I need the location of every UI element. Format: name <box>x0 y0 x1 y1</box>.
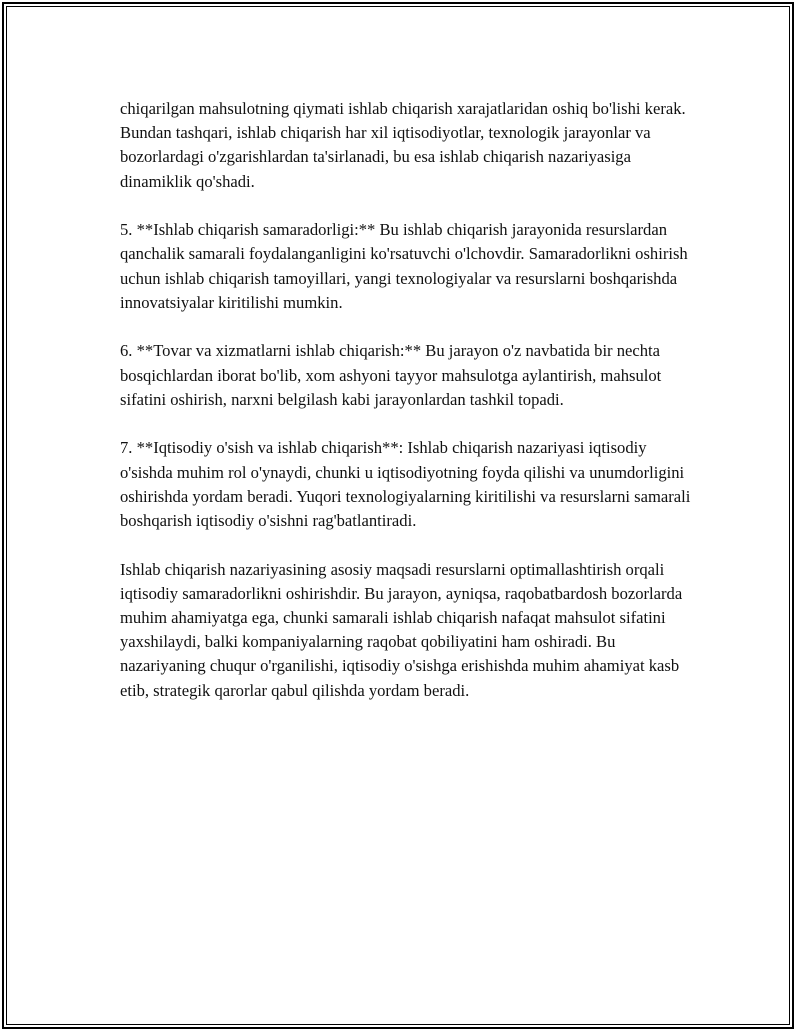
paragraph-item-6: 6. **Tovar va xizmatlarni ishlab chiqarish:** Bu jarayon o'z navbatida bir nechta bosqichlardan iborat bo'lib, xom ashyoni tayyor mahsulotga aylantirish, mahsulot sifatini oshirish, narxni belgilash kabi jarayonlardan tashkil topadi. <box>120 341 662 409</box>
paragraph-item-7: 7. **Iqtisodiy o'sish va ishlab chiqarish**: Ishlab chiqarish nazariyasi iqtisodiy o'sishda muhim rol o'ynaydi, chunki u iqtisodiyotning foyda qilishi va unumdorligini oshirishda yordam beradi. Yuqori texnologiyalarning kiritilishi va resurslarni samarali boshqarish iqtisodiy o'sishni rag'batlantiradi. <box>120 438 691 531</box>
paragraph-conclusion: Ishlab chiqarish nazariyasining asosiy maqsadi resurslarni optimallashtirish orqali iqtisodiy samaradorlikni oshirishdir. Bu jarayon, ayniqsa, raqobatbardosh bozorlarda muhim ahamiyatga ega, chunki samarali ishlab chiqarish nafaqat mahsulot sifatini yaxshilaydi, balki kompaniyalarning raqobat qobiliyatini ham oshiradi. Bu nazariyaning chuqur o'rganilishi, iqtisodiy o'sishga erishishda muhim ahamiyat kasb etib, strategik qarorlar qabul qilishda yordam beradi. <box>120 559 683 700</box>
paragraph-item-5: 5. **Ishlab chiqarish samaradorligi:** Bu ishlab chiqarish jarayonida resurslardan qanchalik samarali foydalanganligini ko'rsatuvchi o'lchovdir. Samaradorlikni oshirish uchun ishlab chiqarish tamoyillari, yangi texnologiyalar va resurslarni boshqarishda innovatsiyalar kiritilishi mumkin. <box>120 220 688 312</box>
paragraph-continuation: chiqarilgan mahsulotning qiymati ishlab chiqarish xarajatlaridan oshiq bo'lishi kerak. Bundan tashqari, ishlab chiqarish har xil iqtisodiyotlar, texnologik jarayonlar va bozorlardagi o'zgarishlardan ta'sirlanadi, bu esa ishlab chiqarish nazariyasiga dinamiklik qo'shadi. <box>120 99 686 191</box>
page-frame <box>2 2 794 1029</box>
document-body <box>120 97 700 727</box>
